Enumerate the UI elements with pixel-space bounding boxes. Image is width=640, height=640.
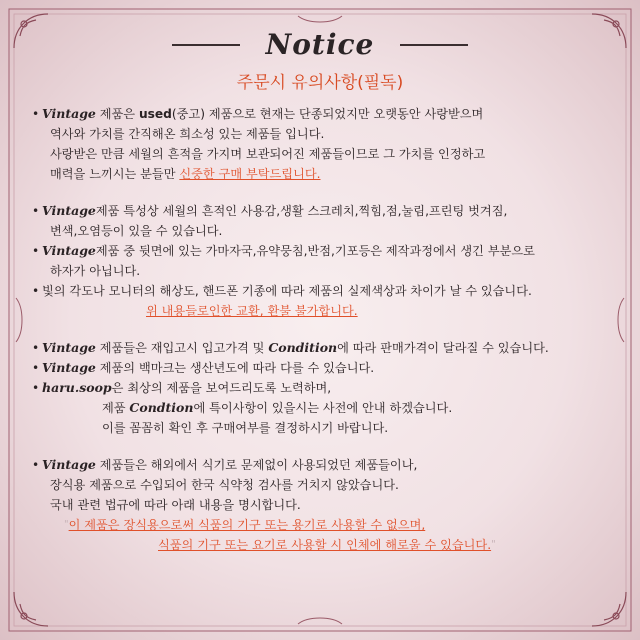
notice-text: 장식용 제품으로 수입되어 한국 식약청 검사를 거치지 않았습니다. (50, 478, 399, 492)
notice-text: 제품 특성상 세월의 흔적인 사용감,생활 스크레치,찍힘,점,눌림,프린팅 벗겨짐, (95, 204, 508, 218)
brand-label: Vintage (42, 106, 96, 121)
notice-text: 매력을 느끼시는 분들만 (50, 167, 180, 181)
brand-label: Vintage (42, 203, 96, 218)
notice-item-color (32, 281, 628, 301)
notice-text: 제품은 (95, 107, 139, 121)
notice-text: 제품 중 뒷면에 있는 가마자국,유약뭉침,반점,기포등은 제작과정에서 생긴 부분으로 (95, 244, 535, 258)
careful-purchase-notice: 신중한 구매 부탁드립니다. (179, 167, 321, 181)
page-title: Notice (265, 28, 375, 61)
notice-item-food-safety (32, 455, 628, 515)
food-safety-warning (32, 515, 628, 555)
notice-text: 이를 꼼꼼히 확인 후 구매여부를 결정하시기 바랍니다. (102, 421, 389, 435)
notice-text: 제품 (102, 401, 130, 415)
condition-label: Condition (268, 340, 338, 355)
brand-label: Vintage (42, 457, 96, 472)
corner-ornament-icon (14, 592, 48, 626)
notice-text: 제품의 백마크는 생산년도에 따라 다를 수 있습니다. (95, 361, 375, 375)
notice-text: 변색,오염등이 있을 수 있습니다. (50, 224, 223, 238)
notice-text: 에 따라 판매가격이 달라질 수 있습니다. (337, 341, 549, 355)
used-label: used (138, 107, 172, 121)
notice-text: 역사와 가치를 간직해온 희소성 있는 제품들 입니다. (50, 127, 325, 141)
title-rule-right (400, 44, 468, 46)
brand-label: Vintage (42, 243, 96, 258)
no-refund-notice: 위 내용들로인한 교환, 환불 불가합니다. (146, 304, 358, 318)
notice-text: 은 최상의 제품을 보여드리도록 노력하며, (111, 381, 332, 395)
notice-text: 국내 관련 법규에 따라 아래 내용을 명시합니다. (50, 498, 301, 512)
brand-label: Vintage (42, 360, 96, 375)
warning-text: 식품의 기구 또는 요기로 사용할 시 인체에 해로울 수 있습니다. (158, 538, 492, 552)
notice-text: 제품들은 재입고시 입고가격 및 (95, 341, 269, 355)
close-quote-icon: " (491, 539, 496, 550)
notice-text: 하자가 아닙니다. (50, 264, 141, 278)
notice-text: 사랑받은 만큼 세월의 흔적을 가지며 보관되어진 제품들이므로 그 가치를 인정하고 (50, 147, 486, 161)
condition-label: Condtion (129, 400, 194, 415)
notice-content (32, 104, 628, 555)
notice-text: 제품들은 해외에서 식기로 문제없이 사용되었던 제품들이나, (95, 458, 418, 472)
notice-text: (중고) 제품으로 현재는 단종되었지만 오랫동안 사랑받으며 (171, 107, 484, 121)
brand-label: Vintage (42, 340, 96, 355)
notice-text: • 빛의 각도나 모니터의 해상도, 핸드폰 기종에 따라 제품의 실제색상과 차이가 날 수 있습니다. (42, 284, 532, 298)
corner-ornament-icon (592, 592, 626, 626)
shop-name: haru.soop (42, 380, 112, 395)
page-subtitle: 주문시 유의사항(필독) (236, 73, 404, 93)
notice-item-kiln-marks (32, 241, 628, 281)
open-quote-icon: " (64, 519, 69, 530)
notice-item-shop (32, 378, 628, 438)
notice-item-used (32, 104, 628, 184)
notice-text: 에 특이사항이 있을시는 사전에 안내 하겠습니다. (193, 401, 453, 415)
title-row (0, 28, 640, 61)
title-rule-left (172, 44, 240, 46)
warning-text: 이 제품은 장식용으로써 식품의 기구 또는 용기로 사용할 수 없으며, (68, 518, 426, 532)
notice-item-price (32, 338, 628, 358)
notice-item-backmark (32, 358, 628, 378)
notice-item-wear (32, 201, 628, 241)
